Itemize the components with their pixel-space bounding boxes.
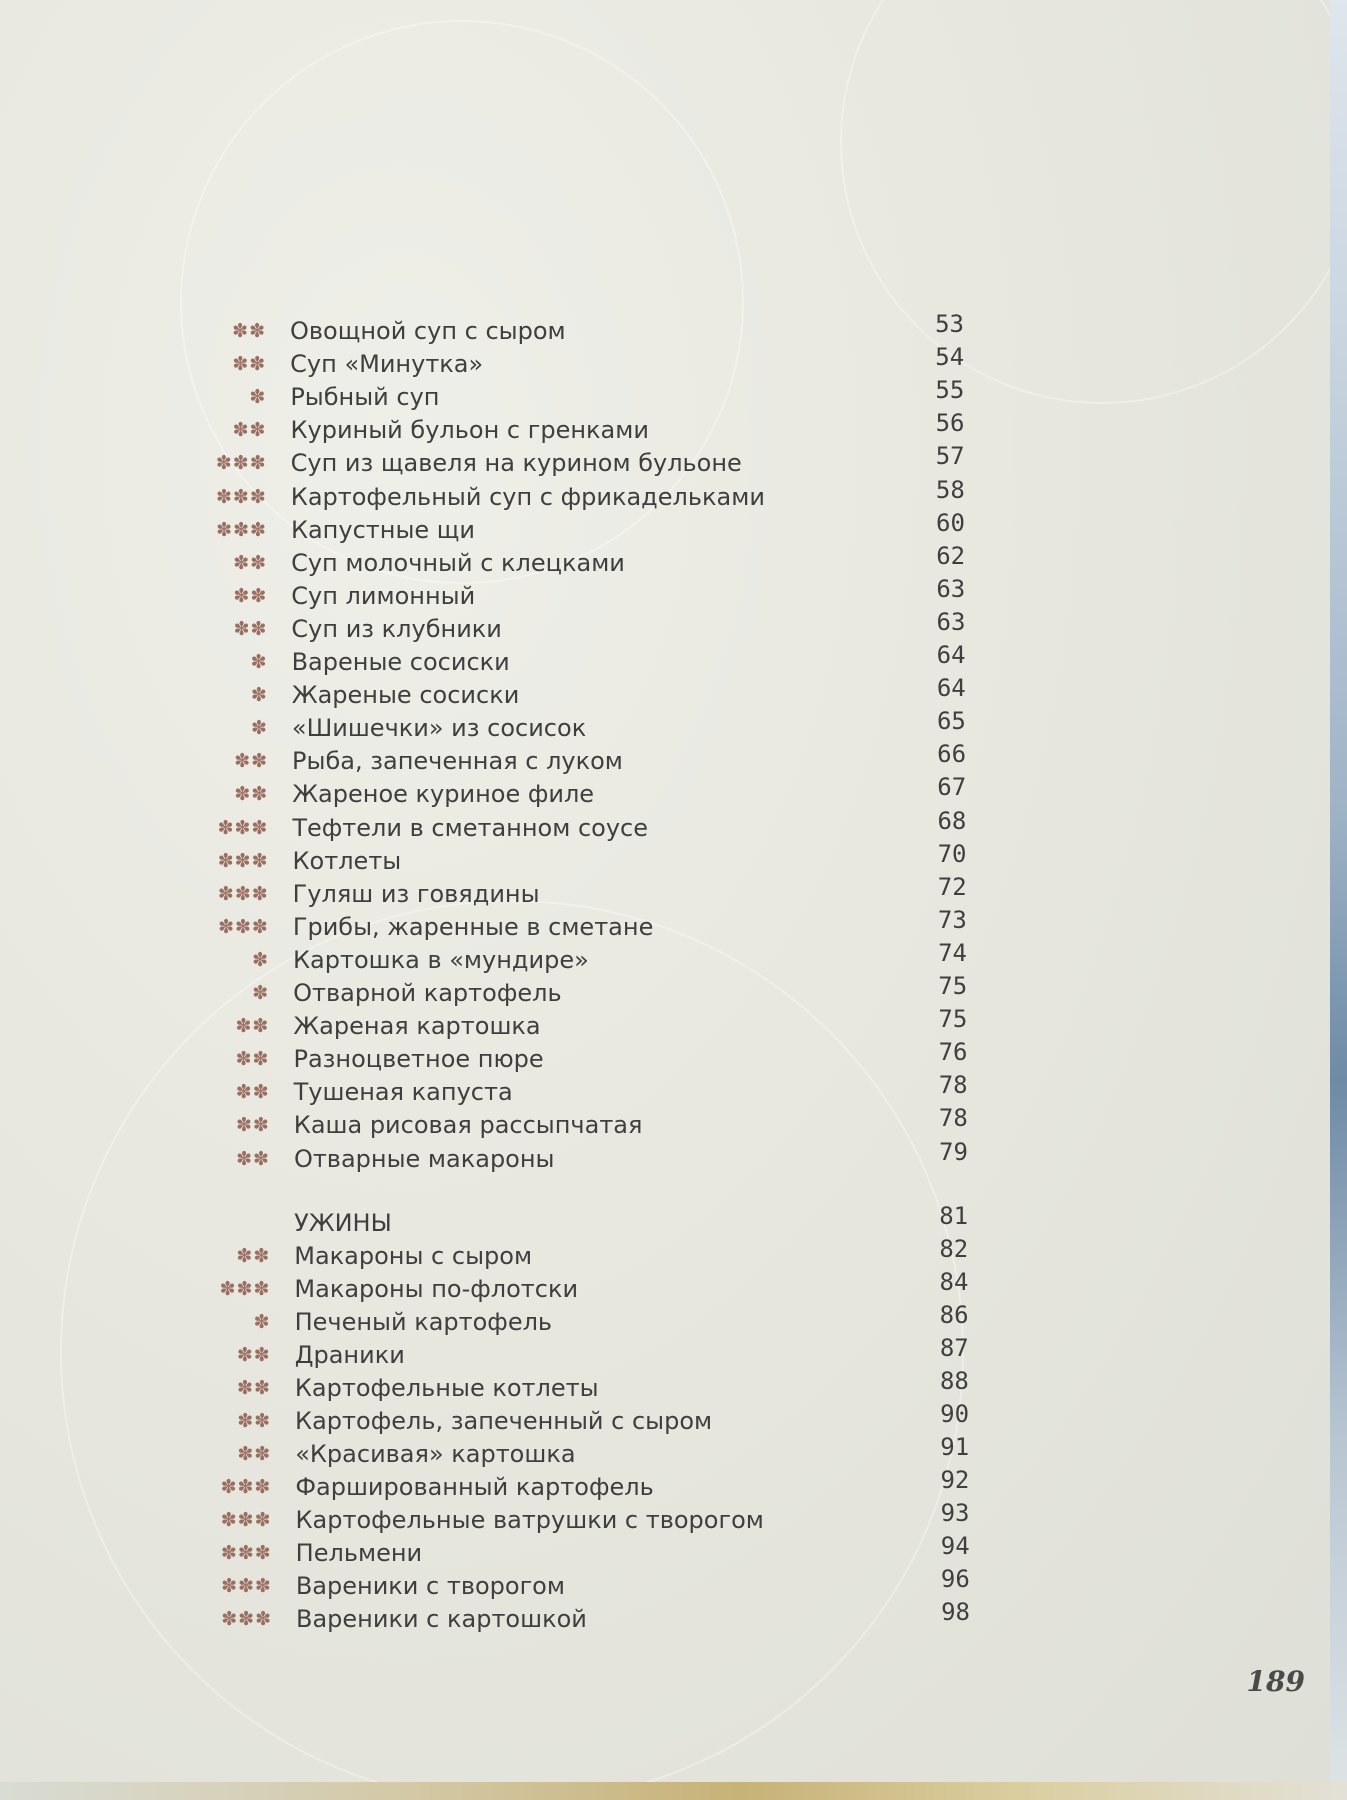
- toc-entry: [0, 508, 1000, 546]
- toc-entry-page: 63: [936, 574, 966, 603]
- toc-entry-page: 64: [936, 641, 966, 669]
- toc-entry-page: 84: [939, 1268, 969, 1296]
- toc-entry-page: 76: [938, 1038, 968, 1067]
- toc-entry: [0, 1565, 1000, 1602]
- toc-entry-page: 64: [936, 674, 966, 703]
- difficulty-stars: ✽✽: [232, 353, 267, 376]
- toc-entry-page: 56: [935, 409, 965, 438]
- toc-entry: [0, 409, 1000, 446]
- difficulty-stars: ✽: [250, 651, 268, 673]
- toc-entry-title: Рыбный суп: [290, 383, 440, 412]
- toc-entry-title: Вареники с творогом: [295, 1572, 565, 1600]
- difficulty-stars: ✽✽: [232, 320, 266, 342]
- difficulty-stars: ✽✽: [233, 551, 268, 574]
- toc-entry-title: Котлеты: [292, 846, 402, 875]
- page-number: 189: [1246, 1665, 1305, 1698]
- toc-entry-page: 82: [939, 1235, 969, 1263]
- difficulty-stars: ✽✽: [237, 1443, 272, 1465]
- toc-entry-page: 53: [935, 310, 964, 338]
- toc-entry: [0, 1433, 1000, 1470]
- cover-edge: [0, 1782, 1347, 1800]
- toc-entry: [0, 972, 1000, 1009]
- difficulty-stars: ✽: [252, 948, 269, 971]
- difficulty-stars: ✽✽✽: [220, 1542, 272, 1564]
- toc-entry-page: 72: [937, 872, 967, 901]
- toc-entry-title: Печеный картофель: [294, 1308, 553, 1336]
- difficulty-stars: ✽: [252, 982, 270, 1004]
- toc-entry-title: Пельмени: [295, 1539, 423, 1567]
- difficulty-stars: ✽✽: [233, 584, 268, 607]
- toc-entry-title: Суп «Минутка»: [290, 350, 484, 379]
- toc-entry-title: «Шишечки» из сосисок: [291, 714, 587, 743]
- toc-entry-title: Вареные сосиски: [291, 648, 510, 676]
- toc-entry: [0, 1137, 1000, 1175]
- difficulty-stars: ✽✽: [235, 1015, 270, 1038]
- toc-entry: [0, 574, 1000, 612]
- toc-entry-title: УЖИНЫ: [294, 1209, 392, 1237]
- toc-entry-title: Грибы, жаренные в сметане: [292, 912, 654, 941]
- toc-entry-title: Картофельные котлеты: [294, 1374, 599, 1402]
- toc-entry: [0, 1235, 1000, 1272]
- toc-entry-page: 54: [935, 343, 965, 372]
- toc-entry: [0, 442, 1000, 479]
- difficulty-stars: ✽✽✽: [217, 816, 269, 839]
- toc-entry-title: Картофельный суп с фрикадельками: [290, 482, 765, 511]
- toc-entry-page: 88: [939, 1367, 969, 1395]
- toc-entry: [0, 1367, 1000, 1404]
- difficulty-stars: ✽✽: [236, 1344, 271, 1366]
- toc-entry-title: Овощной суп с сыром: [290, 317, 566, 345]
- difficulty-stars: ✽✽: [233, 617, 268, 640]
- toc-entry: [0, 1071, 1000, 1108]
- toc-entry: [0, 806, 1000, 844]
- toc-entry-title: «Красивая» картошка: [295, 1440, 576, 1468]
- toc-entry: [0, 1301, 1000, 1338]
- toc-entry: [0, 773, 1000, 810]
- toc-entry-title: Макароны с сыром: [294, 1242, 533, 1270]
- toc-entry-page: 79: [939, 1137, 968, 1166]
- toc-entry: [0, 1598, 1000, 1635]
- difficulty-stars: ✽✽: [235, 1048, 270, 1071]
- toc-entry-page: 81: [939, 1202, 969, 1230]
- toc-entry-title: Жареные сосиски: [291, 681, 520, 710]
- toc-entry: [0, 872, 1000, 910]
- toc-entry-page: 57: [935, 442, 965, 471]
- toc-entry-title: Гуляш из говядины: [292, 879, 540, 908]
- toc-entry-page: 78: [938, 1104, 968, 1133]
- toc-entry-page: 94: [940, 1532, 970, 1560]
- toc-section-heading: [0, 1202, 1000, 1239]
- difficulty-stars: ✽✽✽: [220, 1509, 272, 1531]
- toc-entry-title: Каша рисовая рассыпчатая: [293, 1111, 643, 1140]
- toc-entry-page: 68: [937, 806, 967, 835]
- toc-entry-page: 58: [935, 475, 965, 504]
- difficulty-stars: ✽✽✽: [216, 485, 267, 508]
- toc-entry-page: 65: [936, 707, 966, 736]
- difficulty-stars: ✽✽: [235, 1114, 270, 1137]
- toc-entry: [0, 707, 1000, 744]
- toc-entry-page: 98: [941, 1598, 970, 1626]
- difficulty-stars: ✽✽✽: [216, 518, 267, 541]
- toc-entry: [0, 1466, 1000, 1503]
- toc-entry: [0, 376, 1000, 413]
- toc-entry-title: Фаршированный картофель: [295, 1473, 654, 1501]
- difficulty-stars: ✽: [253, 1311, 271, 1333]
- toc-entry-title: Суп из клубники: [291, 614, 502, 643]
- toc-entry: [0, 1499, 1000, 1536]
- toc-entry: [0, 938, 1000, 976]
- toc-entry: [0, 475, 1000, 513]
- toc-entry-title: Картофельные ватрушки с творогом: [295, 1506, 764, 1534]
- toc-entry: [0, 1532, 1000, 1569]
- toc-entry: [0, 674, 1000, 711]
- toc-entry-title: Капустные щи: [290, 515, 475, 544]
- difficulty-stars: ✽✽: [234, 783, 269, 806]
- toc-entry: [0, 1038, 1000, 1075]
- toc-entry-page: 67: [937, 773, 967, 802]
- toc-entry-title: Драники: [294, 1341, 405, 1369]
- difficulty-stars: ✽✽✽: [217, 882, 269, 905]
- toc-entry-page: 75: [938, 1005, 968, 1034]
- difficulty-stars: ✽✽: [236, 1147, 270, 1170]
- difficulty-stars: ✽✽✽: [220, 1476, 272, 1498]
- toc-entry-title: Суп лимонный: [291, 581, 476, 610]
- toc-entry: [0, 1104, 1000, 1141]
- toc-entry-page: 63: [936, 607, 966, 636]
- toc-entry-title: Рыба, запеченная с луком: [292, 747, 623, 776]
- toc-entry: [0, 641, 1000, 678]
- toc-entry: [0, 343, 1000, 380]
- toc-entry-title: Отварной картофель: [293, 979, 562, 1007]
- toc-entry: [0, 541, 1000, 579]
- toc-entry: [0, 1005, 1000, 1042]
- toc-entry-title: Отварные макароны: [293, 1144, 555, 1173]
- toc-entry-title: Куриный бульон с гренками: [290, 416, 649, 445]
- toc-entry: [0, 1268, 1000, 1305]
- toc-entry-page: 92: [940, 1466, 970, 1494]
- toc-entry-page: 96: [940, 1565, 970, 1593]
- toc-entry: [0, 1400, 1000, 1437]
- difficulty-stars: ✽✽✽: [215, 452, 267, 475]
- toc-entry: [0, 1334, 1000, 1371]
- difficulty-stars: ✽✽✽: [218, 915, 269, 938]
- toc-entry-page: 93: [940, 1499, 970, 1527]
- toc-entry-page: 78: [938, 1071, 968, 1100]
- toc-entry-title: Суп молочный с клецками: [291, 548, 625, 577]
- difficulty-stars: ✽✽: [235, 1081, 270, 1104]
- toc-entry-title: Тефтели в сметанном соусе: [292, 813, 648, 842]
- toc-entry-page: 74: [938, 938, 967, 967]
- toc-entry-title: Макароны по-флотски: [294, 1275, 579, 1303]
- difficulty-stars: ✽✽: [236, 1245, 271, 1267]
- difficulty-stars: ✽: [250, 717, 268, 740]
- difficulty-stars: ✽✽: [237, 1377, 271, 1399]
- toc-entry-page: 55: [935, 376, 965, 405]
- difficulty-stars: ✽✽: [237, 1410, 272, 1432]
- toc-entry-title: Картофель, запеченный с сыром: [295, 1407, 713, 1435]
- toc-entry: [0, 310, 1000, 347]
- toc-entry-page: 75: [938, 972, 968, 1000]
- toc-entry-title: Вареники с картошкой: [296, 1605, 587, 1633]
- toc-entry-page: 60: [936, 508, 965, 537]
- toc-entry-page: 87: [939, 1334, 969, 1362]
- next-page-edge: [1330, 0, 1347, 1800]
- difficulty-stars: ✽✽✽: [221, 1608, 272, 1630]
- toc-entry-title: Картошка в «мундире»: [293, 945, 589, 974]
- difficulty-stars: ✽✽✽: [221, 1575, 272, 1597]
- difficulty-stars: ✽: [249, 386, 267, 409]
- toc-entry: [0, 839, 1000, 877]
- toc-entry: [0, 905, 1000, 943]
- toc-entry-page: 66: [937, 740, 967, 769]
- toc-entry-title: Суп из щавеля на курином бульоне: [290, 449, 742, 478]
- difficulty-stars: ✽✽: [234, 750, 269, 773]
- toc-entry: [0, 740, 1000, 777]
- toc-entry-title: Жареная картошка: [293, 1012, 541, 1041]
- toc-entry-page: 86: [939, 1301, 969, 1329]
- difficulty-stars: ✽✽✽: [219, 1278, 271, 1300]
- difficulty-stars: ✽: [250, 684, 268, 707]
- toc-entry-title: Тушеная капуста: [293, 1078, 513, 1107]
- toc-entry-page: 62: [936, 541, 966, 570]
- difficulty-stars: ✽✽: [232, 419, 267, 442]
- toc-entry-title: Разноцветное пюре: [293, 1045, 544, 1074]
- toc-entry: [0, 607, 1000, 645]
- toc-entry-page: 91: [940, 1433, 970, 1461]
- difficulty-stars: ✽✽✽: [217, 849, 269, 872]
- toc-entry-page: 70: [937, 839, 967, 868]
- toc-entry-title: Жареное куриное филе: [292, 780, 595, 809]
- toc-entry-page: 73: [937, 905, 967, 934]
- toc-entry-page: 90: [940, 1400, 970, 1428]
